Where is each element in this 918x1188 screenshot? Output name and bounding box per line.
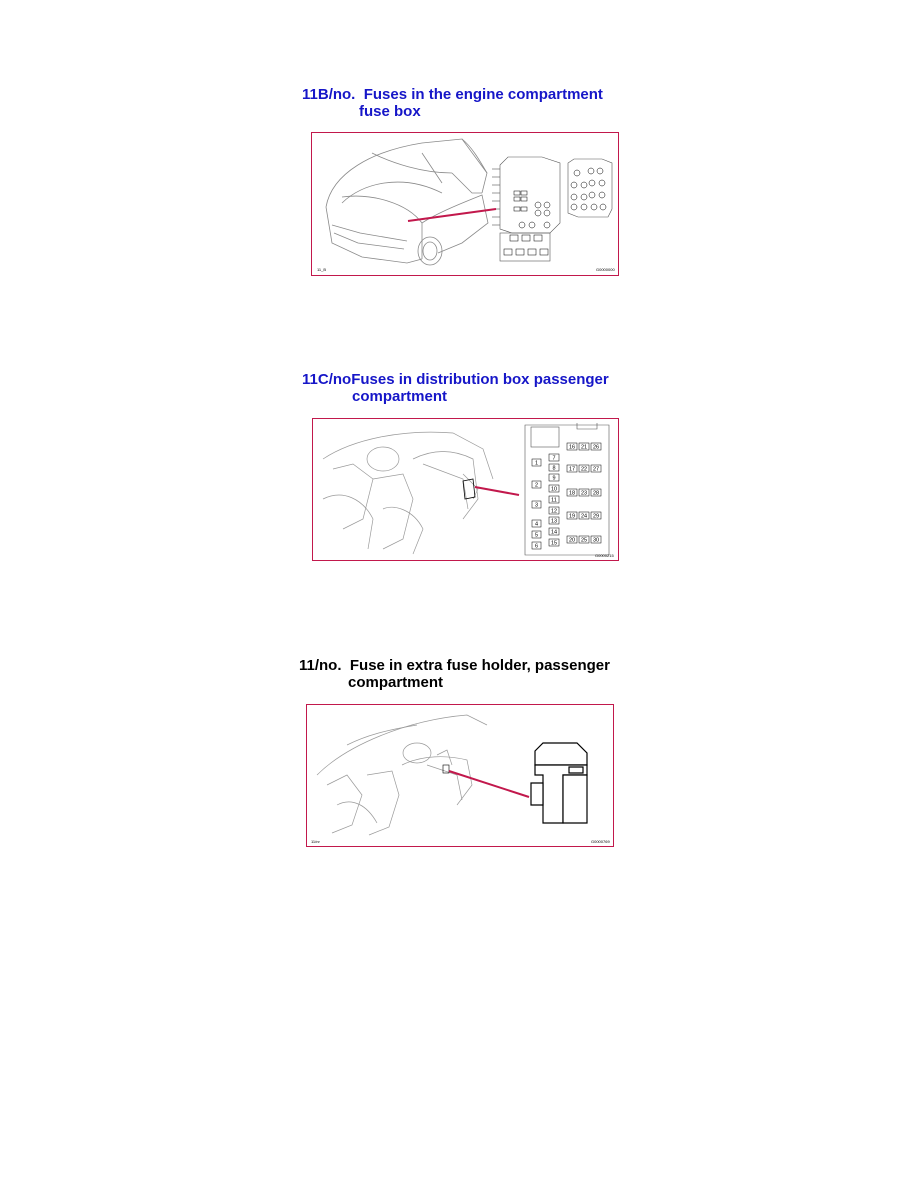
fuse-25 <box>579 536 589 544</box>
svg-text:24: 24 <box>580 513 588 520</box>
fuse-28 <box>591 489 601 497</box>
svg-text:30: 30 <box>592 537 600 544</box>
fuse-13 <box>549 517 559 525</box>
svg-text:4: 4 <box>534 521 539 528</box>
fuse-16 <box>567 443 577 451</box>
fuse-23 <box>579 489 589 497</box>
fuse-15 <box>549 539 559 547</box>
fuse-19 <box>567 512 577 520</box>
section-11-number: 11/no. <box>299 657 342 674</box>
fuse-17 <box>567 465 577 473</box>
svg-text:5: 5 <box>534 532 539 539</box>
extra-fuse-holder-figure <box>306 704 614 847</box>
callout-line <box>408 209 496 221</box>
section-11-heading <box>299 657 619 691</box>
distribution-box-figure <box>312 418 619 561</box>
engine-fusebox-illustration <box>312 133 618 275</box>
svg-text:3: 3 <box>534 502 539 509</box>
extra-fuse-holder-illustration <box>307 705 613 846</box>
section-11b-title-line1: Fuses in the engine compartment <box>363 86 603 103</box>
svg-text:6: 6 <box>534 543 539 550</box>
fuse-22 <box>579 465 589 473</box>
engine-fusebox-figure <box>311 132 619 276</box>
svg-text:7: 7 <box>552 455 556 462</box>
svg-text:16: 16 <box>568 444 576 451</box>
svg-text:28: 28 <box>592 490 600 497</box>
svg-text:12: 12 <box>550 508 558 515</box>
section-11c-title-line2: compartment <box>352 388 448 405</box>
fuse-8 <box>549 464 559 472</box>
section-11-title-line1: Fuse in extra fuse holder, passenger <box>349 657 610 674</box>
callout-line <box>449 771 529 797</box>
svg-text:27: 27 <box>592 466 600 473</box>
svg-text:10: 10 <box>550 486 558 493</box>
fuse-7 <box>549 454 559 462</box>
section-11b-number: 11B/no. <box>302 86 356 103</box>
section-11b-title-line2: fuse box <box>359 103 421 120</box>
fuse-29 <box>591 512 601 520</box>
section-11c-title-line1: Fuses in distribution box passenger <box>351 371 609 388</box>
svg-text:26: 26 <box>592 444 600 451</box>
svg-text:15: 15 <box>550 540 558 547</box>
fuse-24 <box>579 512 589 520</box>
interior-drawing <box>323 432 493 554</box>
svg-text:25: 25 <box>580 537 588 544</box>
section-11-title-line2: compartment <box>348 674 444 691</box>
fuse-20 <box>567 536 577 544</box>
figure-11c-ref-right: G0000215 <box>595 553 614 558</box>
fuse-9 <box>549 474 559 482</box>
fuse-5 <box>532 531 541 539</box>
svg-text:22: 22 <box>580 466 588 473</box>
figure-11-ref-left: 11/nr <box>311 839 320 844</box>
fuse-4 <box>532 520 541 528</box>
fuse-3 <box>532 501 541 509</box>
svg-text:23: 23 <box>580 490 588 497</box>
fuse-30 <box>591 536 601 544</box>
svg-text:14: 14 <box>550 529 558 536</box>
svg-text:17: 17 <box>568 466 576 473</box>
svg-text:8: 8 <box>552 465 556 472</box>
fusebox-fuses <box>504 168 606 255</box>
svg-text:2: 2 <box>534 482 539 489</box>
figure-11-ref-right: G0000769 <box>591 839 610 844</box>
svg-text:21: 21 <box>580 444 588 451</box>
svg-text:13: 13 <box>550 518 558 525</box>
fuse-12 <box>549 507 559 515</box>
section-11c-number: 11C/no <box>302 371 352 388</box>
figure-11b-ref-right: G0000000 <box>596 267 615 272</box>
fuse-1 <box>532 459 541 467</box>
section-11c-heading <box>302 371 622 405</box>
svg-text:19: 19 <box>568 513 576 520</box>
fuse-18 <box>567 489 577 497</box>
figure-11b-ref-left: 11_B <box>317 267 327 272</box>
section-11b-heading <box>302 86 622 120</box>
car-front-drawing <box>326 139 488 265</box>
fuse-26 <box>591 443 601 451</box>
svg-text:18: 18 <box>568 490 576 497</box>
fuse-14 <box>549 528 559 536</box>
fuse-holder-drawing <box>531 743 587 823</box>
svg-text:9: 9 <box>552 475 556 482</box>
svg-text:11: 11 <box>551 497 557 504</box>
svg-text:1: 1 <box>534 460 539 467</box>
distribution-box-fuses <box>532 443 601 550</box>
fuse-6 <box>532 542 541 550</box>
fuse-10 <box>549 485 559 493</box>
callout-line <box>475 487 519 495</box>
fuse-27 <box>591 465 601 473</box>
fuse-2 <box>532 481 541 489</box>
fuse-11 <box>549 496 559 504</box>
distribution-box-illustration <box>313 419 618 560</box>
svg-text:29: 29 <box>592 513 600 520</box>
svg-text:20: 20 <box>568 537 576 544</box>
fuse-21 <box>579 443 589 451</box>
